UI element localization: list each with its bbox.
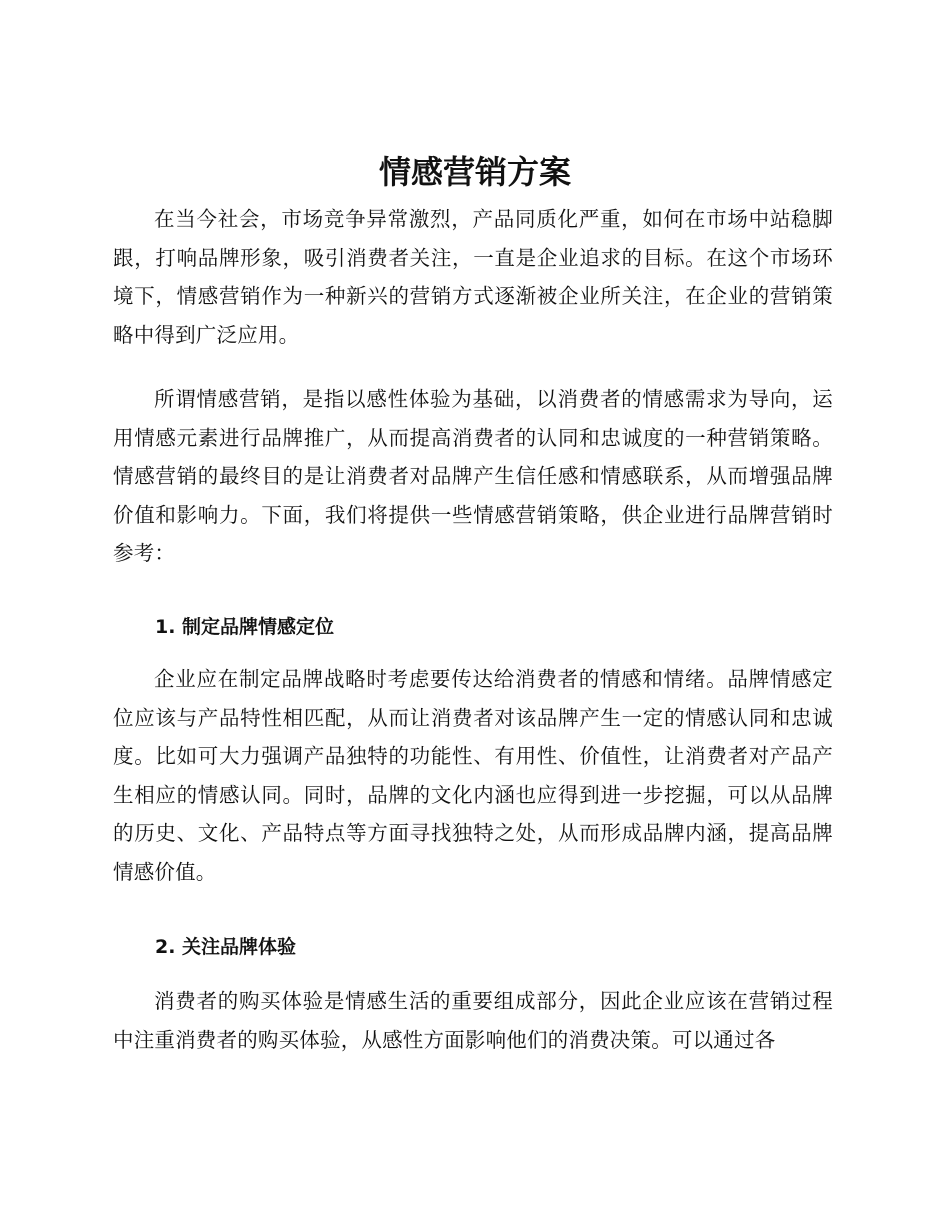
paragraph-definition <box>113 380 833 573</box>
document-title: 情感营销方案 <box>378 153 571 191</box>
paragraph-text: 在当今社会，市场竞争异常激烈，产品同质化严重，如何在市场中站稳脚跟，打响品牌形象，吸引消费者关注，一直是企业追求的目标。在这个市场环境下，情感营销作为一种新兴的营销方式逐渐被企业所关注，在企业的营销策略中得到广泛应用。 <box>113 207 833 347</box>
section-heading-text: 2. 关注品牌体验 <box>155 936 297 958</box>
paragraph-positioning <box>113 660 833 891</box>
paragraph-intro <box>113 200 833 354</box>
paragraph-experience <box>113 982 833 1059</box>
paragraph-text: 企业应在制定品牌战略时考虑要传达给消费者的情感和情绪。品牌情感定位应该与产品特性相匹配，从而让消费者对该品牌产生一定的情感认同和忠诚度。比如可大力强调产品独特的功能性、有用性、价值性，让消费者对产品产生相应的情感认同。同时，品牌的文化内涵也应得到进一步挖掘，可以从品牌的历史、文化、产品特点等方面寻找独特之处，从而形成品牌内涵，提高品牌情感价值。 <box>113 667 833 884</box>
paragraph-text: 所谓情感营销，是指以感性体验为基础，以消费者的情感需求为导向，运用情感元素进行品牌推广，从而提高消费者的认同和忠诚度的一种营销策略。情感营销的最终目的是让消费者对品牌产生信任感和情感联系，从而增强品牌价值和影响力。下面，我们将提供一些情感营销策略，供企业进行品牌营销时参考： <box>113 387 833 565</box>
section-heading-1 <box>113 612 833 642</box>
section-heading-2 <box>113 932 833 962</box>
paragraph-text: 消费者的购买体验是情感生活的重要组成部分，因此企业应该在营销过程中注重消费者的购买体验，从感性方面影响他们的消费决策。可以通过各 <box>113 989 833 1052</box>
section-heading-text: 1. 制定品牌情感定位 <box>155 616 335 638</box>
